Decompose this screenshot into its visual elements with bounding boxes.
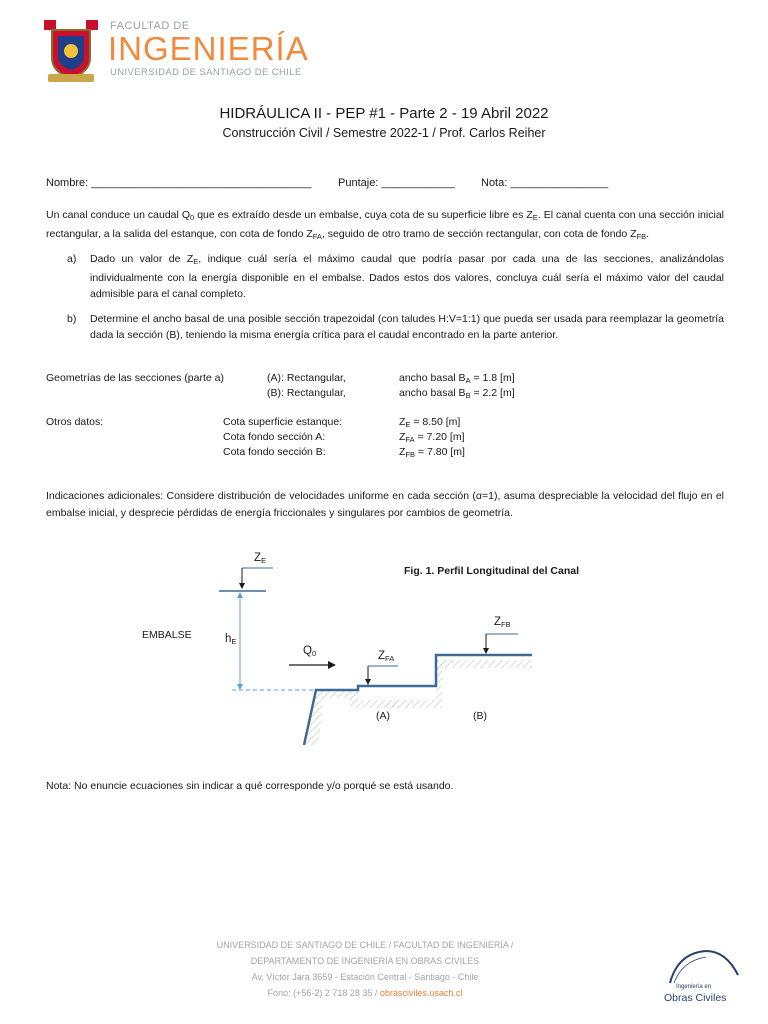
nombre-field: Nombre: ____________________________________ <box>46 177 312 189</box>
logo-big-text: Obras Civiles <box>664 992 727 1004</box>
section-a-type: (A): Rectangular, <box>267 372 346 384</box>
zfa-label: $Z_{FA}$ <box>378 650 395 663</box>
otros-label: Otros datos: <box>46 416 104 428</box>
department-website-link[interactable]: obrasciviles.usach.cl <box>379 988 463 998</box>
section-b-width: ancho basal $B_B = 2.2$ [m] <box>399 387 515 400</box>
university-name: UNIVERSIDAD DE SANTIAGO DE CHILE <box>110 67 302 78</box>
section-b-type: (B): Rectangular, <box>267 387 346 399</box>
indicaciones-text: Indicaciones adicionales: Considere distribución de velocidades uniforme en cada sección (α=1), asuma despreciable la velocidad del flujo en el embalse inicial, y desprecie pérdidas de energía friccionales y singulares por cambios de geometría. <box>46 490 724 519</box>
nota-text: Nota: No enuncie ecuaciones sin indicar a qué corresponde y/o porqué se está usando. <box>46 780 454 792</box>
otros-row2-value: $Z_{FA} = 7.20$ [m] <box>399 431 465 444</box>
item-b-marker: b) <box>67 313 77 325</box>
ze-label: $Z_E$ <box>254 552 267 565</box>
otros-row3-value: $Z_{FB} = 7.80$ [m] <box>399 446 465 459</box>
nota-field: Nota: ________________ <box>481 177 609 189</box>
section-b-label: (B) <box>473 710 487 722</box>
faculty-small-label: FACULTAD DE <box>110 20 190 32</box>
otros-row1-label: Cota superficie estanque: <box>223 416 343 428</box>
problem-statement: Un canal conduce un caudal $Q_0$ que es extraído desde un embalse, cuya cota de su superficie libre es $Z_E$. El canal cuenta con una sección inicial rectangular, a la salida del estanque, con cota de fondo $Z_{FA}$, seguido de otro tramo de sección rectangular, con cota de fondo $Z_{FB}$. <box>46 209 724 241</box>
footer-address: UNIVERSIDAD DE SANTIAGO DE CHILE / FACULTAD DE INGENIERÍA / DEPARTAMENTO DE INGENIERÍA EN OBRAS CIVILES Av. Víctor Jara 3659 - Estación Central - Santiago - Chile Fono: (+56-2) 2 718 28 35 / obrasciviles.usach.cl <box>216 940 514 998</box>
exam-title: HIDRÁULICA II - PEP #1 - Parte 2 - 19 Abril 2022 <box>219 105 549 122</box>
he-label: $h_E$ <box>225 633 237 646</box>
q0-label: $Q_0$ <box>303 645 317 658</box>
figure-caption: Fig. 1. Perfil Longitudinal del Canal <box>404 565 580 577</box>
section-a-label: (A) <box>376 710 390 722</box>
otros-row2-label: Cota fondo sección A: <box>223 431 326 443</box>
geometry-label: Geometrías de las secciones (parte a) <box>46 372 224 384</box>
obras-civiles-logo <box>664 945 744 985</box>
otros-row3-label: Cota fondo sección B: <box>223 446 326 458</box>
university-crest-logo <box>42 18 100 84</box>
item-a-marker: a) <box>67 253 77 265</box>
zfb-label: $Z_{FB}$ <box>494 616 511 629</box>
puntaje-field: Puntaje: ____________ <box>338 177 455 189</box>
exam-subtitle: Construcción Civil / Semestre 2022-1 / Prof. Carlos Reiher <box>222 126 546 140</box>
item-a-text: Dado un valor de $Z_E$, indique cuál sería el máximo caudal que podría pasar por cada una de las secciones, analizándolas individualmente con la energía disponible en el embalse. Dados estos dos valores, concluya cuál sería el máximo valor del caudal admisible para el canal completo. <box>90 253 724 300</box>
otros-row1-value: $Z_E = 8.50$ [m] <box>399 416 461 429</box>
faculty-name: INGENIERÍA <box>108 30 309 67</box>
item-b-text: Determine el ancho basal de una posible sección trapezoidal (con taludes H:V=1:1) que pueda ser usada para reemplazar la geometría dada la sección (B), teniendo la misma energía crítica para el caudal encontrado en la parte anterior. <box>90 313 724 341</box>
logo-small-text: Ingeniería en <box>676 984 712 990</box>
section-a-width: ancho basal $B_A = 1.8$ [m] <box>399 372 515 385</box>
embalse-label: EMBALSE <box>142 629 192 641</box>
